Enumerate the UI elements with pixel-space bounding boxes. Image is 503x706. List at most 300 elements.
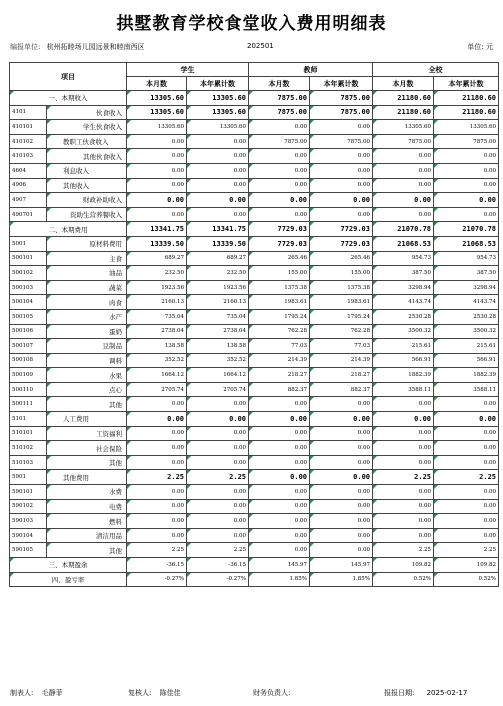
amount-cell: 7875.00 [373, 134, 434, 149]
account-code: 590105 [10, 543, 47, 558]
account-code: 500105 [10, 309, 47, 324]
amount-cell: 0.00 [310, 543, 373, 558]
account-name: 电费 [47, 499, 127, 514]
account-name: 其他 [47, 397, 127, 412]
amount-cell: 0.00 [310, 178, 373, 193]
group-header-students: 学生 [127, 63, 249, 77]
amount-cell: 0.00 [249, 120, 310, 135]
amount-cell: 2738.04 [187, 324, 249, 339]
income-expense-table-container [9, 62, 498, 587]
amount-cell: 0.00 [373, 426, 434, 441]
amount-cell: 0.00 [249, 178, 310, 193]
account-name: 清洁用品 [47, 528, 127, 543]
table-row [10, 120, 499, 135]
account-name: 水果 [47, 368, 127, 383]
table-row [10, 543, 499, 558]
amount-cell: -36.15 [127, 558, 187, 573]
amount-cell: 13305.60 [434, 120, 499, 135]
reporting-unit-label: 编报单位: [10, 43, 41, 51]
table-row [10, 514, 499, 529]
amount-cell: 7875.00 [434, 134, 499, 149]
account-code: 510102 [10, 441, 47, 456]
account-name: 蛋奶 [47, 324, 127, 339]
table-body [10, 91, 499, 587]
account-code: 510101 [10, 426, 47, 441]
amount-cell: 214.39 [249, 353, 310, 368]
amount-cell: 77.03 [310, 339, 373, 354]
account-name: 其他 [47, 455, 127, 470]
amount-cell: 0.00 [434, 207, 499, 222]
amount-cell: 7875.00 [310, 105, 373, 120]
amount-cell: 2.25 [434, 470, 499, 485]
table-row [10, 499, 499, 514]
amount-cell: 1983.61 [249, 295, 310, 310]
amount-cell: 566.91 [373, 353, 434, 368]
account-name: 蔬菜 [47, 280, 127, 295]
amount-cell: 0.00 [434, 455, 499, 470]
amount-cell: 3588.11 [434, 382, 499, 397]
amount-cell: 0.00 [127, 514, 187, 529]
amount-cell: 2705.74 [187, 382, 249, 397]
amount-cell: 762.28 [310, 324, 373, 339]
amount-cell: 0.00 [373, 441, 434, 456]
table-row [10, 178, 499, 193]
table-row [10, 470, 499, 485]
amount-cell: 954.73 [434, 251, 499, 266]
account-code: 500102 [10, 266, 47, 281]
account-name: 其他 [47, 543, 127, 558]
account-code: 4101 [10, 105, 47, 120]
amount-cell: 0.00 [249, 397, 310, 412]
table-row [10, 105, 499, 120]
table-row [10, 412, 499, 427]
account-name: 其他费用 [47, 470, 127, 485]
checker-label: 复核人: [128, 689, 152, 697]
amount-cell: 0.00 [310, 499, 373, 514]
amount-cell: 2.25 [434, 543, 499, 558]
account-code: 410102 [10, 134, 47, 149]
amount-cell: 0.00 [310, 120, 373, 135]
amount-cell: 21068.53 [373, 236, 434, 251]
table-row [10, 426, 499, 441]
table-row [10, 382, 499, 397]
amount-cell: 0.00 [373, 163, 434, 178]
amount-cell: 0.00 [373, 499, 434, 514]
amount-cell: 0.00 [249, 514, 310, 529]
amount-cell: 0.00 [187, 528, 249, 543]
amount-cell: 0.00 [373, 514, 434, 529]
amount-cell: 0.00 [127, 193, 187, 208]
amount-cell: 0.00 [310, 412, 373, 427]
amount-cell: 762.28 [249, 324, 310, 339]
account-code: 500108 [10, 353, 47, 368]
amount-cell: 0.00 [373, 178, 434, 193]
amount-cell: 1983.61 [310, 295, 373, 310]
amount-cell: 145.97 [310, 558, 373, 573]
account-code: 590102 [10, 499, 47, 514]
amount-cell: 21180.60 [373, 91, 434, 106]
amount-cell: 265.46 [310, 251, 373, 266]
sub-header: 本年累计数 [434, 77, 499, 91]
amount-cell: 0.00 [187, 178, 249, 193]
amount-cell: 218.27 [310, 368, 373, 383]
table-row [10, 558, 499, 573]
amount-cell: 0.00 [249, 163, 310, 178]
row-label: 一、本期收入 [10, 91, 127, 106]
account-name: 人工费用 [47, 412, 127, 427]
amount-cell: 7729.03 [310, 236, 373, 251]
amount-cell: 0.00 [434, 485, 499, 500]
account-name: 豆制品 [47, 339, 127, 354]
checker-name: 陈佳佳 [159, 689, 181, 697]
amount-cell: 0.00 [310, 149, 373, 164]
amount-cell: 13339.50 [127, 236, 187, 251]
amount-cell: 0.00 [434, 441, 499, 456]
amount-cell: 0.00 [434, 426, 499, 441]
table-row [10, 193, 499, 208]
account-code: 590101 [10, 485, 47, 500]
amount-cell: 566.91 [434, 353, 499, 368]
amount-cell: 882.37 [310, 382, 373, 397]
amount-cell: 0.00 [127, 426, 187, 441]
account-name: 水费 [47, 485, 127, 500]
finance-label: 财务负责人: [253, 689, 291, 697]
amount-cell: 215.61 [373, 339, 434, 354]
amount-cell: 0.00 [127, 178, 187, 193]
account-code: 510103 [10, 455, 47, 470]
table-row [10, 339, 499, 354]
amount-cell: 13339.50 [187, 236, 249, 251]
date-label: 报报日期: [384, 689, 415, 697]
amount-cell: 21180.60 [434, 105, 499, 120]
amount-cell: 0.00 [310, 485, 373, 500]
table-row [10, 91, 499, 106]
amount-cell: 0.00 [310, 441, 373, 456]
table-row [10, 368, 499, 383]
account-name: 学生伙食收入 [47, 120, 127, 135]
amount-cell: 0.00 [187, 149, 249, 164]
account-name: 其他收入 [47, 178, 127, 193]
account-code: 500110 [10, 382, 47, 397]
amount-cell: 735.04 [187, 309, 249, 324]
amount-cell: 232.50 [187, 266, 249, 281]
amount-cell: 0.00 [373, 397, 434, 412]
reporting-unit [10, 42, 145, 52]
amount-cell: 0.00 [187, 426, 249, 441]
account-name: 其他伙食收入 [47, 149, 127, 164]
account-code: 5101 [10, 412, 47, 427]
amount-cell: 0.00 [310, 426, 373, 441]
amount-cell: 0.52% [373, 572, 434, 587]
amount-cell: 0.00 [249, 193, 310, 208]
amount-cell: 0.00 [249, 543, 310, 558]
maker-label: 制表人: [10, 689, 34, 697]
amount-cell: 0.00 [127, 163, 187, 178]
table-row [10, 441, 499, 456]
maker-field [10, 688, 63, 698]
amount-cell: 13305.60 [127, 120, 187, 135]
amount-cell: 2738.04 [127, 324, 187, 339]
amount-cell: 2160.13 [187, 295, 249, 310]
amount-cell: 0.00 [434, 149, 499, 164]
amount-cell: 2.25 [373, 543, 434, 558]
amount-cell: 0.00 [373, 207, 434, 222]
amount-cell: 954.73 [373, 251, 434, 266]
amount-cell: 109.82 [434, 558, 499, 573]
account-code: 410101 [10, 120, 47, 135]
amount-cell: 2.25 [187, 543, 249, 558]
amount-cell: 7875.00 [249, 91, 310, 106]
amount-cell: 215.61 [434, 339, 499, 354]
amount-cell: 0.00 [249, 499, 310, 514]
amount-cell: 0.00 [373, 193, 434, 208]
amount-cell: 0.00 [127, 134, 187, 149]
amount-cell: 13341.75 [187, 222, 249, 237]
account-name: 财政补助收入 [47, 193, 127, 208]
account-code: 5901 [10, 470, 47, 485]
amount-cell: 13305.60 [373, 120, 434, 135]
report-title: 拱墅教育学校食堂收入费用明细表 [116, 14, 387, 34]
amount-cell: 0.00 [434, 514, 499, 529]
amount-cell: 232.50 [127, 266, 187, 281]
amount-cell: 1664.12 [187, 368, 249, 383]
amount-cell: 0.00 [434, 528, 499, 543]
amount-cell: 2.25 [187, 470, 249, 485]
amount-cell: 0.52% [434, 572, 499, 587]
amount-cell: 21068.53 [434, 236, 499, 251]
amount-cell: 13305.60 [127, 91, 187, 106]
amount-cell: 0.00 [249, 455, 310, 470]
account-name: 原材料费用 [47, 236, 127, 251]
amount-cell: 1664.12 [127, 368, 187, 383]
table-row [10, 251, 499, 266]
sub-header: 本月数 [373, 77, 434, 91]
amount-cell: 0.00 [310, 397, 373, 412]
amount-cell: 2705.74 [127, 382, 187, 397]
amount-cell: 0.00 [249, 528, 310, 543]
account-name: 燃料 [47, 514, 127, 529]
account-name: 工资福利 [47, 426, 127, 441]
table-row [10, 295, 499, 310]
account-name: 油品 [47, 266, 127, 281]
account-code: 590104 [10, 528, 47, 543]
account-code: 490701 [10, 207, 47, 222]
amount-cell: 145.97 [249, 558, 310, 573]
amount-cell: 1795.24 [249, 309, 310, 324]
amount-cell: 21180.60 [373, 105, 434, 120]
amount-cell: 155.00 [249, 266, 310, 281]
maker-name: 毛静菲 [41, 689, 63, 697]
amount-cell: 0.00 [127, 485, 187, 500]
account-code: 500101 [10, 251, 47, 266]
amount-cell: 0.00 [373, 485, 434, 500]
amount-cell: 0.00 [373, 455, 434, 470]
amount-cell: 0.00 [127, 499, 187, 514]
sub-header: 本年累计数 [187, 77, 249, 91]
amount-cell: 0.00 [187, 163, 249, 178]
amount-cell: 0.00 [249, 412, 310, 427]
amount-cell: 0.00 [434, 412, 499, 427]
amount-cell: 0.00 [187, 499, 249, 514]
income-expense-table [9, 62, 499, 587]
amount-cell: 1375.38 [249, 280, 310, 295]
amount-cell: 13305.60 [187, 91, 249, 106]
amount-cell: 0.00 [187, 514, 249, 529]
table-row [10, 353, 499, 368]
amount-cell: 3298.94 [434, 280, 499, 295]
amount-cell: -0.27% [127, 572, 187, 587]
amount-cell: 218.27 [249, 368, 310, 383]
amount-cell: 0.00 [187, 193, 249, 208]
amount-cell: 4143.74 [373, 295, 434, 310]
amount-cell: 689.27 [127, 251, 187, 266]
amount-cell: -0.27% [187, 572, 249, 587]
amount-cell: 352.52 [127, 353, 187, 368]
finance-field [253, 688, 290, 698]
amount-cell: 0.00 [187, 397, 249, 412]
amount-cell: 689.27 [187, 251, 249, 266]
table-row [10, 528, 499, 543]
table-row [10, 236, 499, 251]
amount-cell: 352.52 [187, 353, 249, 368]
amount-cell: 1882.39 [434, 368, 499, 383]
table-row [10, 207, 499, 222]
amount-cell: 214.39 [310, 353, 373, 368]
amount-cell: 0.00 [187, 441, 249, 456]
amount-cell: 138.58 [187, 339, 249, 354]
amount-cell: 387.50 [373, 266, 434, 281]
account-name: 资助生营养餐收入 [47, 207, 127, 222]
amount-cell: 0.00 [434, 193, 499, 208]
amount-cell: 2530.28 [434, 309, 499, 324]
amount-cell: 0.00 [249, 470, 310, 485]
table-row [10, 324, 499, 339]
amount-cell: 2.25 [127, 543, 187, 558]
account-name: 利息收入 [47, 163, 127, 178]
account-code: 4907 [10, 193, 47, 208]
table-row [10, 266, 499, 281]
amount-cell: 0.00 [373, 149, 434, 164]
amount-cell: 7875.00 [310, 134, 373, 149]
amount-cell: 1923.56 [187, 280, 249, 295]
amount-cell: 7875.00 [249, 105, 310, 120]
amount-cell: 4143.74 [434, 295, 499, 310]
currency-unit: 单位: 元 [467, 43, 493, 51]
amount-cell: 7875.00 [249, 134, 310, 149]
amount-cell: 387.50 [434, 266, 499, 281]
amount-cell: 155.00 [310, 266, 373, 281]
account-name: 水产 [47, 309, 127, 324]
amount-cell: 1.85% [249, 572, 310, 587]
table-row [10, 163, 499, 178]
amount-cell: 0.00 [187, 134, 249, 149]
group-header-school: 全校 [373, 63, 499, 77]
amount-cell: 265.46 [249, 251, 310, 266]
amount-cell: 1882.39 [373, 368, 434, 383]
amount-cell: 0.00 [249, 149, 310, 164]
amount-cell: 7875.00 [310, 91, 373, 106]
row-label: 三、本期盈余 [10, 558, 127, 573]
amount-cell: 735.04 [127, 309, 187, 324]
amount-cell: 0.00 [249, 207, 310, 222]
account-code: 500106 [10, 324, 47, 339]
table-row [10, 149, 499, 164]
amount-cell: -36.15 [187, 558, 249, 573]
amount-cell: 13341.75 [127, 222, 187, 237]
amount-cell: 0.00 [187, 455, 249, 470]
amount-cell: 3298.94 [373, 280, 434, 295]
account-name: 社会保险 [47, 441, 127, 456]
account-code: 500111 [10, 397, 47, 412]
amount-cell: 0.00 [310, 470, 373, 485]
table-row [10, 455, 499, 470]
amount-cell: 0.00 [127, 207, 187, 222]
amount-cell: 1795.24 [310, 309, 373, 324]
amount-cell: 1923.56 [127, 280, 187, 295]
table-row [10, 309, 499, 324]
amount-cell: 0.00 [434, 178, 499, 193]
table-row [10, 572, 499, 587]
account-code: 500107 [10, 339, 47, 354]
row-label: 四、盈亏率 [10, 572, 127, 587]
account-code: 500104 [10, 295, 47, 310]
amount-cell: 1375.38 [310, 280, 373, 295]
account-code: 5001 [10, 236, 47, 251]
sub-header: 本月数 [249, 77, 310, 91]
amount-cell: 13305.60 [127, 105, 187, 120]
amount-cell: 0.00 [249, 485, 310, 500]
amount-cell: 0.00 [127, 397, 187, 412]
item-header: 项目 [10, 63, 127, 91]
amount-cell: 138.58 [127, 339, 187, 354]
amount-cell: 0.00 [249, 441, 310, 456]
account-code: 500103 [10, 280, 47, 295]
amount-cell: 0.00 [373, 412, 434, 427]
amount-cell: 3500.32 [434, 324, 499, 339]
amount-cell: 0.00 [434, 163, 499, 178]
table-row [10, 134, 499, 149]
amount-cell: 13305.60 [187, 105, 249, 120]
amount-cell: 7729.03 [310, 222, 373, 237]
amount-cell: 0.00 [310, 528, 373, 543]
account-name: 点心 [47, 382, 127, 397]
amount-cell: 3500.32 [373, 324, 434, 339]
account-code: 590103 [10, 514, 47, 529]
account-name: 肉食 [47, 295, 127, 310]
amount-cell: 21070.78 [373, 222, 434, 237]
account-code: 410103 [10, 149, 47, 164]
date-field [384, 688, 467, 698]
amount-cell: 0.00 [187, 207, 249, 222]
table-row [10, 222, 499, 237]
amount-cell: 2.25 [127, 470, 187, 485]
account-code: 4604 [10, 163, 47, 178]
account-code: 500109 [10, 368, 47, 383]
amount-cell: 0.00 [127, 455, 187, 470]
amount-cell: 0.00 [310, 514, 373, 529]
amount-cell: 0.00 [310, 193, 373, 208]
amount-cell: 21180.60 [434, 91, 499, 106]
amount-cell: 77.03 [249, 339, 310, 354]
amount-cell: 0.00 [127, 149, 187, 164]
amount-cell: 0.00 [187, 412, 249, 427]
amount-cell: 109.82 [373, 558, 434, 573]
account-name: 教职工伙食收入 [47, 134, 127, 149]
checker-field [128, 688, 181, 698]
table-row [10, 485, 499, 500]
amount-cell: 2530.28 [373, 309, 434, 324]
amount-cell: 21070.78 [434, 222, 499, 237]
